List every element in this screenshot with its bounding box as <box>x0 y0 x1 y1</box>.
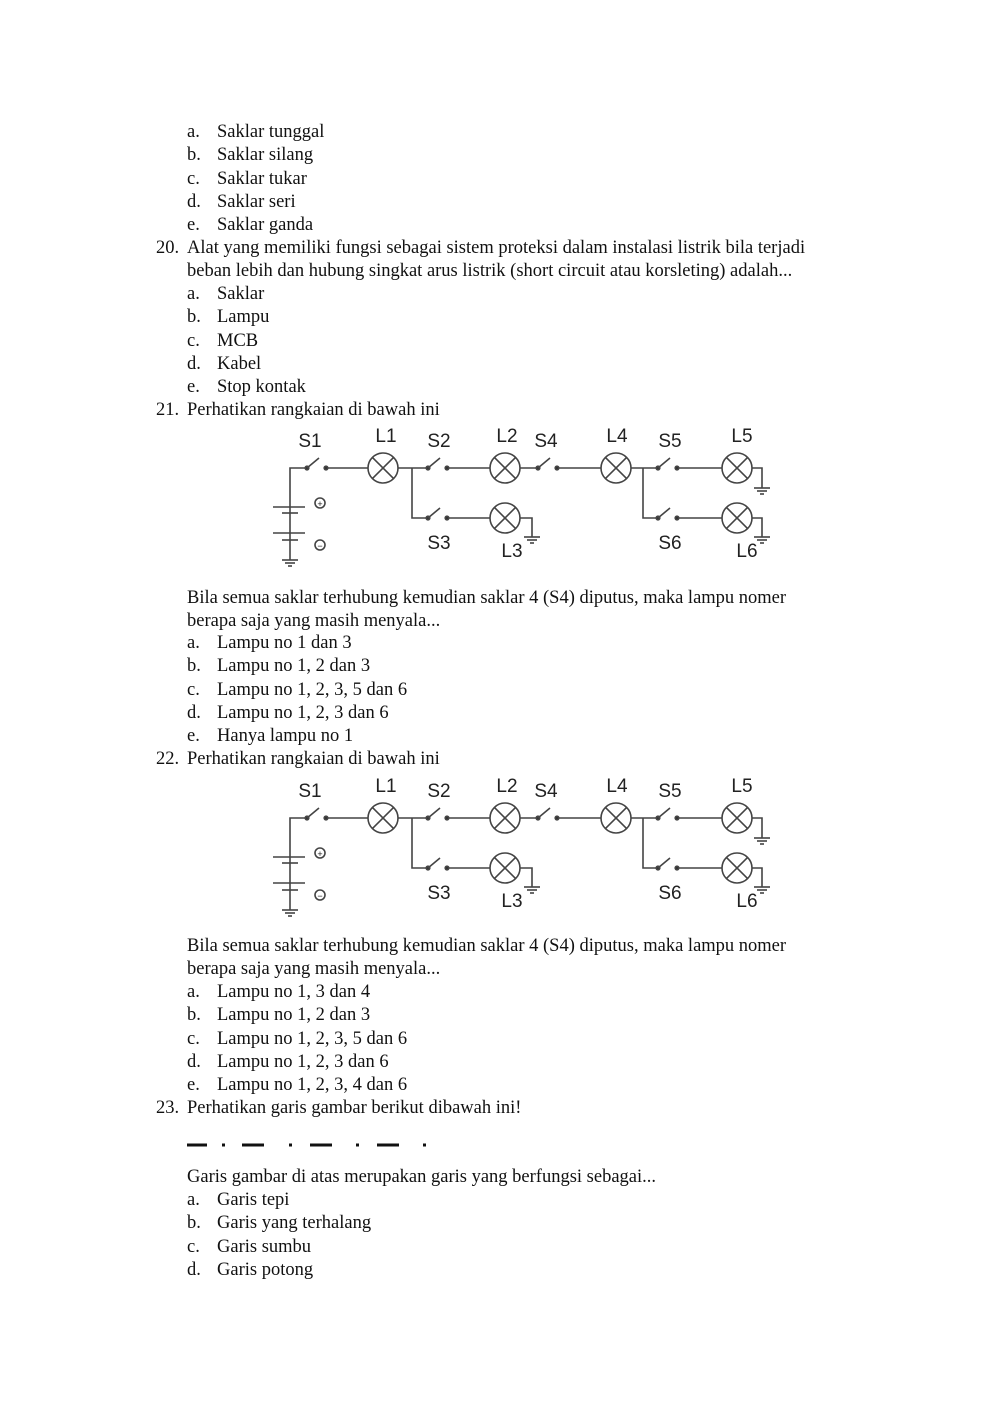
label-minus: − <box>317 891 323 901</box>
switch-icon <box>426 508 449 520</box>
option-text: Lampu no 1 dan 3 <box>217 633 352 653</box>
question-text: Garis gambar di atas merupakan garis yang berfungsi sebagai... <box>187 1167 657 1187</box>
question-text: beban lebih dan hubung singkat arus listrik (short circuit atau korsleting) adalah... <box>187 261 793 281</box>
lamp-icon <box>368 453 398 483</box>
label-S3: S3 <box>427 533 451 554</box>
option-text: Saklar tukar <box>217 168 307 189</box>
option-letter: c. <box>187 1028 200 1049</box>
option-letter: a. <box>187 1190 200 1210</box>
label-S2: S2 <box>427 431 451 452</box>
option-text: Saklar ganda <box>217 215 314 236</box>
switch-icon <box>656 808 679 820</box>
lamp-icon <box>722 503 752 533</box>
switch-icon <box>656 458 679 470</box>
question-number: 20. <box>156 238 180 258</box>
label-plus: + <box>317 499 323 509</box>
label-L3: L3 <box>501 541 523 562</box>
label-L1: L1 <box>375 426 397 447</box>
battery-icon <box>273 507 305 560</box>
switch-icon <box>305 458 328 470</box>
label-S1: S1 <box>298 781 322 802</box>
question-text: Perhatikan rangkaian di bawah ini <box>187 749 440 769</box>
option-letter: e. <box>187 377 200 398</box>
option-text: Garis yang terhalang <box>217 1213 372 1234</box>
option-letter: c. <box>187 330 200 351</box>
label-L6: L6 <box>736 541 758 562</box>
option-letter: b. <box>187 307 201 328</box>
option-text: Stop kontak <box>217 377 306 398</box>
question-number: 22. <box>156 749 180 769</box>
option-letter: d. <box>187 353 201 374</box>
option-text: Lampu no 1, 2 dan 3 <box>217 1005 371 1026</box>
ground-icon <box>754 488 770 494</box>
lamp-icon <box>490 503 520 533</box>
option-text: Lampu no 1, 3 dan 4 <box>217 982 371 1002</box>
option-letter: b. <box>187 1005 201 1026</box>
question-text: Bila semua saklar terhubung kemudian saklar 4 (S4) diputus, maka lampu nomer <box>187 588 787 608</box>
lamp-icon <box>490 803 520 833</box>
switch-icon <box>656 858 679 870</box>
label-L5: L5 <box>731 776 753 797</box>
lamp-icon <box>368 803 398 833</box>
option-letter: c. <box>187 1236 200 1257</box>
ground-icon <box>282 560 298 566</box>
question-number: 23. <box>156 1098 180 1118</box>
option-letter: c. <box>187 679 200 700</box>
option-text: Kabel <box>217 353 262 374</box>
battery-icon <box>273 857 305 910</box>
switch-icon <box>426 458 449 470</box>
label-L5: L5 <box>731 426 753 447</box>
question-text: Bila semua saklar terhubung kemudian saklar 4 (S4) diputus, maka lampu nomer <box>187 936 787 956</box>
label-S6: S6 <box>658 883 682 904</box>
label-L2: L2 <box>496 426 518 447</box>
label-minus: − <box>317 541 323 551</box>
option-letter: d. <box>187 191 201 212</box>
switch-icon <box>536 808 559 820</box>
label-L3: L3 <box>501 891 523 912</box>
option-text: Lampu no 1, 2, 3 dan 6 <box>217 1051 389 1072</box>
lamp-icon <box>722 853 752 883</box>
option-letter: a. <box>187 982 200 1002</box>
label-S2: S2 <box>427 781 451 802</box>
ground-icon <box>282 910 298 916</box>
option-text: Lampu no 1, 2, 3, 5 dan 6 <box>217 679 408 700</box>
label-plus: + <box>317 849 323 859</box>
option-letter: d. <box>187 702 201 723</box>
switch-icon <box>426 808 449 820</box>
question-text: Perhatikan rangkaian di bawah ini <box>187 400 440 420</box>
switch-icon <box>536 458 559 470</box>
circuit-diagram <box>260 420 790 580</box>
option-text: Saklar seri <box>217 191 296 212</box>
option-letter: e. <box>187 726 200 747</box>
label-S3: S3 <box>427 883 451 904</box>
label-L4: L4 <box>606 776 628 797</box>
option-text: Hanya lampu no 1 <box>217 726 354 747</box>
option-text: Lampu <box>217 307 270 328</box>
option-letter: d. <box>187 1051 201 1072</box>
label-L1: L1 <box>375 776 397 797</box>
lamp-icon <box>490 453 520 483</box>
switch-icon <box>656 508 679 520</box>
label-S4: S4 <box>534 431 558 452</box>
label-L2: L2 <box>496 776 518 797</box>
option-text: Saklar tunggal <box>217 122 325 142</box>
option-letter: b. <box>187 656 201 677</box>
switch-icon <box>426 858 449 870</box>
option-letter: e. <box>187 1075 200 1096</box>
option-text: Lampu no 1, 2, 3, 4 dan 6 <box>217 1075 408 1096</box>
label-S4: S4 <box>534 781 558 802</box>
option-letter: b. <box>187 1213 201 1234</box>
lamp-icon <box>601 803 631 833</box>
label-S5: S5 <box>658 431 682 452</box>
option-text: Garis tepi <box>217 1190 290 1210</box>
label-S5: S5 <box>658 781 682 802</box>
label-S6: S6 <box>658 533 682 554</box>
option-text: Saklar <box>217 284 265 304</box>
option-text: Garis sumbu <box>217 1236 312 1257</box>
ground-icon <box>754 838 770 844</box>
option-letter: d. <box>187 1259 201 1280</box>
option-text: Saklar silang <box>217 145 314 166</box>
question-number: 21. <box>156 400 180 420</box>
option-letter: a. <box>187 633 200 653</box>
question-text: berapa saja yang masih menyala... <box>187 611 441 631</box>
option-letter: e. <box>187 215 200 236</box>
question-text: Perhatikan garis gambar berikut dibawah ini! <box>187 1098 522 1118</box>
ground-icon <box>524 537 540 543</box>
label-S1: S1 <box>298 431 322 452</box>
option-text: Lampu no 1, 2, 3, 5 dan 6 <box>217 1028 408 1049</box>
question-text: Alat yang memiliki fungsi sebagai sistem proteksi dalam instalasi listrik bila terjadi <box>187 238 806 258</box>
dash-dot-line-figure <box>187 1138 457 1152</box>
lamp-icon <box>601 453 631 483</box>
question-text: berapa saja yang masih menyala... <box>187 959 441 979</box>
option-letter: a. <box>187 122 200 142</box>
label-L6: L6 <box>736 891 758 912</box>
lamp-icon <box>490 853 520 883</box>
lamp-icon <box>722 453 752 483</box>
label-L4: L4 <box>606 426 628 447</box>
switch-icon <box>305 808 328 820</box>
lamp-icon <box>722 803 752 833</box>
option-text: Lampu no 1, 2, 3 dan 6 <box>217 702 389 723</box>
option-text: MCB <box>217 330 259 351</box>
option-letter: b. <box>187 145 201 166</box>
option-text: Lampu no 1, 2 dan 3 <box>217 656 371 677</box>
option-text: Garis potong <box>217 1259 314 1280</box>
circuit-diagram <box>260 770 790 930</box>
option-letter: a. <box>187 284 200 304</box>
option-letter: c. <box>187 168 200 189</box>
ground-icon <box>524 887 540 893</box>
